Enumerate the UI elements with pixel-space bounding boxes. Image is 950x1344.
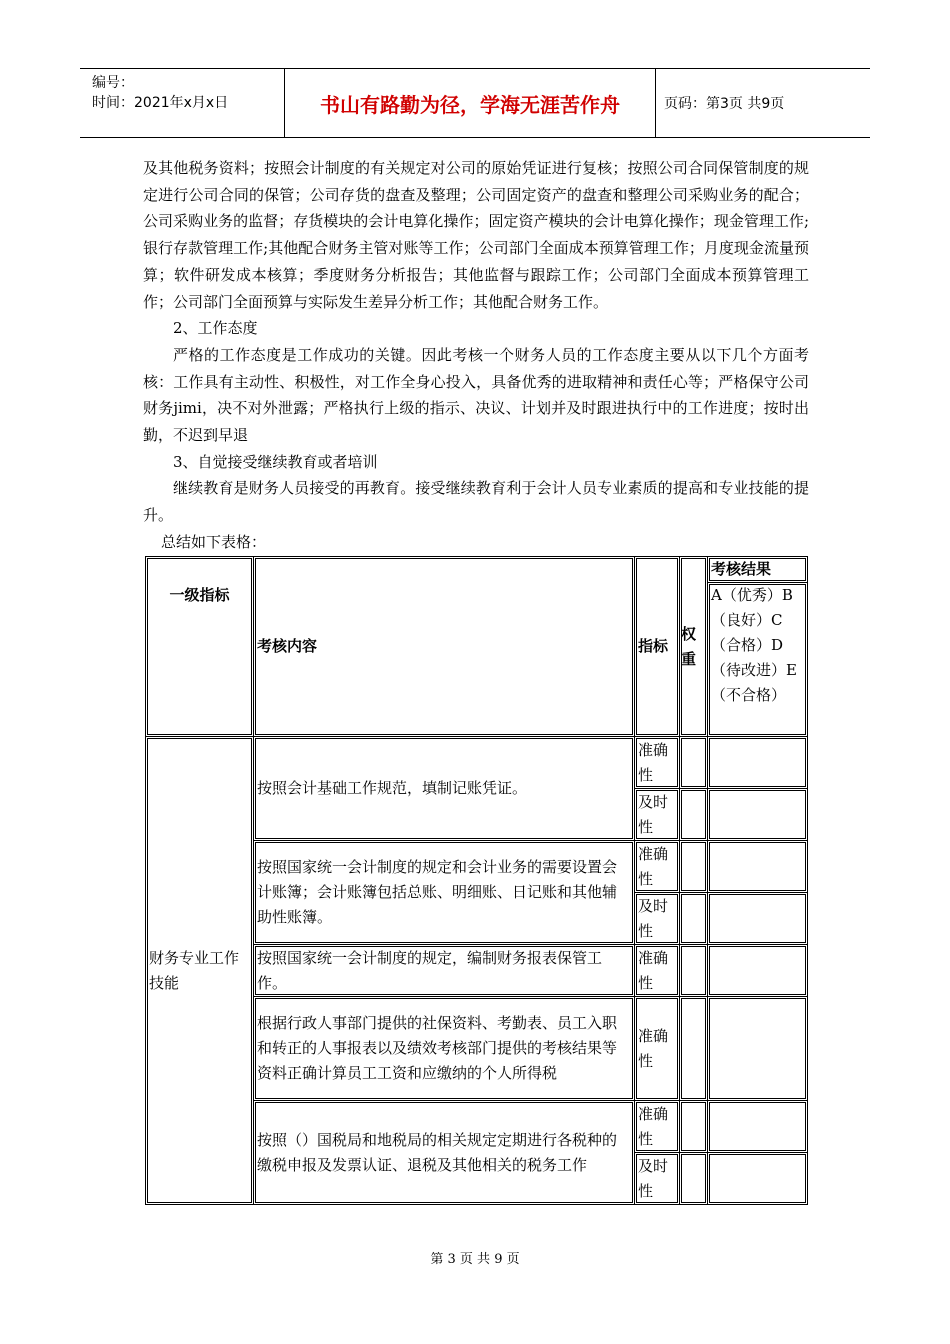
row-indicator: 及时性	[635, 893, 680, 945]
header-page-info: 页码：第3页 共9页	[664, 96, 785, 112]
heading-education: 3、自觉接受继续教育或者培训	[173, 452, 378, 471]
row-weight	[680, 945, 708, 997]
row-indicator: 准确性	[635, 1101, 680, 1153]
row-result	[708, 789, 808, 841]
row-weight	[680, 737, 708, 789]
header-motto: 书山有路勤为径，学海无涯苦作舟	[284, 69, 656, 137]
result-options: A（优秀）B（良好）C（合格）D（待改进）E（不合格）	[708, 583, 808, 737]
row-content: 按照会计基础工作规范，填制记账凭证。	[254, 737, 635, 841]
row-weight	[680, 997, 708, 1101]
table-caption: 总结如下表格：	[161, 532, 267, 551]
time-label: 时间：2021年x月x日	[92, 95, 229, 111]
row-indicator: 准确性	[635, 737, 680, 789]
document-body	[143, 155, 809, 556]
paragraph-education: 继续教育是财务人员接受的再教育。接受继续教育利于会计人员专业素质的提高和专业技能的提升。	[143, 479, 809, 525]
header-weight: 权重	[680, 557, 708, 737]
row-indicator: 准确性	[635, 945, 680, 997]
row-weight	[680, 789, 708, 841]
row-content: 按照国家统一会计制度的规定，编制财务报表保管工作。	[254, 945, 635, 997]
category-cell: 财务专业工作技能	[146, 737, 254, 1205]
header-content: 考核内容	[254, 557, 635, 737]
header-result: 考核结果	[708, 557, 808, 583]
row-indicator: 及时性	[635, 1153, 680, 1205]
row-content: 按照（）国税局和地税局的相关规定定期进行各税种的缴税申报及发票认证、退税及其他相关的税务工作	[254, 1101, 635, 1205]
row-content: 根据行政人事部门提供的社保资料、考勤表、员工入职和转正的人事报表以及绩效考核部门提供的考核结果等资料正确计算员工工资和应缴纳的个人所得税	[254, 997, 635, 1101]
row-indicator: 准确性	[635, 997, 680, 1101]
row-result	[708, 737, 808, 789]
table-header-row	[146, 557, 808, 583]
table-row	[146, 737, 808, 789]
row-weight	[680, 1153, 708, 1205]
page-footer: 第 3 页 共 9 页	[430, 1252, 520, 1267]
row-indicator: 及时性	[635, 789, 680, 841]
header-indicator: 指标	[635, 557, 680, 737]
row-content: 按照国家统一会计制度的规定和会计业务的需要设置会计账簿；会计账簿包括总账、明细账、日记账和其他辅助性账簿。	[254, 841, 635, 945]
number-label: 编号：	[92, 75, 134, 91]
row-weight	[680, 841, 708, 893]
row-weight	[680, 893, 708, 945]
row-result	[708, 841, 808, 893]
paragraph-duties: 及其他税务资料；按照会计制度的有关规定对公司的原始凭证进行复核；按照公司合同保管制度的规定进行公司合同的保管；公司存货的盘查及整理；公司固定资产的盘查和整理公司采购业务的配合；公司采购业务的监督；存货模块的会计电算化操作；固定资产模块的会计电算化操作；现金管理工作;银行存款管理工作;其他配合财务主管对账等工作；公司部门全面成本预算管理工作；月度现金流量预算；软件研发成本核算；季度财务分析报告；其他监督与跟踪工作；公司部门全面成本预算管理工作；公司部门全面预算与实际发生差异分析工作；其他配合财务工作。	[143, 159, 809, 311]
row-result	[708, 1101, 808, 1153]
row-result	[708, 893, 808, 945]
assessment-table-wrapper	[145, 556, 808, 1205]
paragraph-attitude: 严格的工作态度是工作成功的关键。因此考核一个财务人员的工作态度主要从以下几个方面考核：工作具有主动性、积极性，对工作全身心投入，具备优秀的进取精神和责任心等；严格保守公司财务jimi，决不对外泄露；严格执行上级的指示、决议、计划并及时跟进执行中的工作进度；按时出勤，不迟到早退	[143, 345, 809, 445]
row-weight	[680, 1101, 708, 1153]
header-meta	[80, 69, 284, 137]
heading-attitude: 2、工作态度	[173, 319, 258, 338]
row-result	[708, 997, 808, 1101]
page-header	[80, 68, 870, 138]
assessment-table	[145, 556, 808, 1205]
row-result	[708, 1153, 808, 1205]
row-indicator: 准确性	[635, 841, 680, 893]
header-level1: 一级指标	[146, 557, 254, 737]
row-result	[708, 945, 808, 997]
